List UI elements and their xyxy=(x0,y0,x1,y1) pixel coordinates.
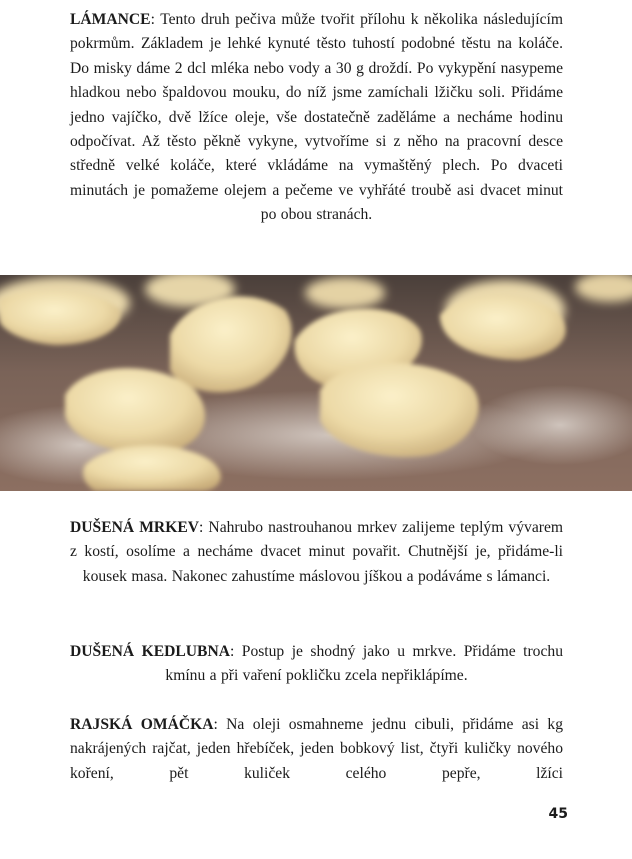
paragraph-heading: LÁMANCE xyxy=(70,11,151,28)
page-number: 45 xyxy=(548,806,568,822)
dough-photo xyxy=(0,275,632,491)
paragraph-heading: DUŠENÁ MRKEV xyxy=(70,519,199,536)
paragraph-text: : Na oleji osmahneme jednu cibuli, přidáme asi kg nakrájených rajčat, jeden hřebíček, jeden bobkový list, čtyři kuličky nového koření, pět kuliček celého pepře, lžíci xyxy=(70,716,563,782)
paragraph-dusena-kedlubna xyxy=(70,640,563,689)
paragraph-text: : Nahrubo nastrouhanou mrkev zalijeme teplým vývarem z kostí, osolíme a necháme dvacet minut povařit. Chutnější je, přidáme-li kousek masa. Nakonec zahustíme máslovou jíškou a podáváme s lámanci. xyxy=(70,519,563,585)
paragraph-rajska-omacka xyxy=(70,713,563,786)
paragraph-heading: DUŠENÁ KEDLUBNA xyxy=(70,643,230,660)
paragraph-text: : Postup je shodný jako u mrkve. Přidáme trochu kmínu a při vaření pokličku zcela nepřiklápíme. xyxy=(165,643,563,685)
paragraph-heading: RAJSKÁ OMÁČKA xyxy=(70,716,214,733)
paragraph-text: : Tento druh pečiva může tvořit přílohu k několika následujícím pokrmům. Základem je lehké kynuté těsto tuhostí podobné těstu na koláče. Do misky dáme 2 dcl mléka nebo vody a 30 g droždí. Po vykypění nasypeme hladkou nebo špaldovou mouku, do níž jsme zamíchali lžičku soli. Přidáme jedno vajíčko, dvě lžíce oleje, vše dostatečně zaděláme a necháme hodinu odpočívat. Až těsto pěkně vykyne, vytvoříme si z něho na pracovní desce středně velké koláče, které vkládáme na vymaštěný plech. Po dvaceti minutách je pomažeme olejem a pečeme ve vyhřáté troubě asi dvacet minut po obou stranách. xyxy=(70,11,563,224)
paragraph-dusena-mrkev xyxy=(70,516,563,589)
paragraph-lamance xyxy=(70,8,563,228)
